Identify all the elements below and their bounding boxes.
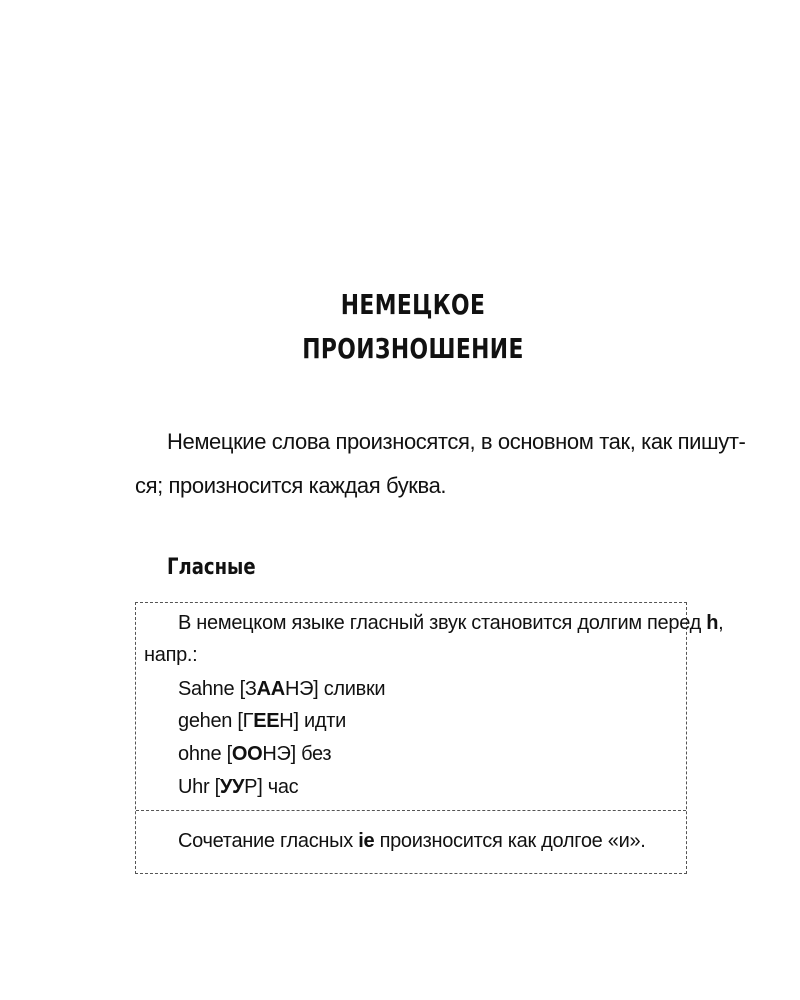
example-transcription-stress: АА [256,678,285,700]
example-bracket-open: [ [214,776,220,798]
example-bracket-close: ] [257,776,263,798]
rule-ie-after: произносится как долгое «и». [379,830,646,852]
rule-long-vowel-comma: , [718,612,724,634]
rule-ie [178,825,646,857]
example-bracket-open: [ [226,743,232,765]
example-word: Uhr [178,776,210,798]
example-bracket-open: [ [237,710,243,732]
title-line-2: ПРОИЗНОШЕНИЕ [302,332,524,365]
vowel-rules-box [135,602,724,874]
intro-line-1: Немецкие слова произносятся, в основном так, как пишут- [167,429,746,454]
example-meaning: час [267,776,299,798]
example-row [178,673,385,705]
example-word: ohne [178,743,222,765]
intro-paragraph [135,420,746,508]
example-transcription-stress: ЕЕ [253,710,280,732]
example-bracket-close: ] [313,678,319,700]
example-transcription-post: Р [244,776,258,798]
page-title [91,283,735,371]
example-meaning: без [301,743,332,765]
rule-long-vowel-continuation: напр.: [144,644,198,666]
rule-long-vowel-line-1 [178,607,724,639]
example-bracket-close: ] [290,743,296,765]
rule-ie-combo: ie [358,830,375,852]
example-transcription-stress: ОО [231,743,263,765]
example-bracket-open: [ [239,678,245,700]
rule-long-vowel-text: В немецком языке гласный звук становится долгим перед [178,612,701,634]
title-line-1: НЕМЕЦКОЕ [340,288,486,321]
example-transcription-pre: З [244,678,257,700]
example-row [178,705,346,737]
example-meaning: идти [303,710,346,732]
example-transcription-post: Н [279,710,294,732]
example-transcription-pre: Г [242,710,254,732]
rule-long-vowel [136,603,724,811]
example-meaning: сливки [323,678,386,700]
example-transcription-post: НЭ [284,678,314,700]
example-word: gehen [178,710,233,732]
example-row [178,738,331,770]
example-row [178,771,298,803]
example-transcription-stress: УУ [219,776,245,798]
example-word: Sahne [178,678,235,700]
section-heading-vowels: Гласные [167,555,256,580]
example-bracket-close: ] [293,710,299,732]
example-transcription-post: НЭ [262,743,291,765]
intro-line-2: ся; произносится каждая буква. [135,473,447,498]
rule-ie-before: Сочетание гласных [178,830,353,852]
rule-long-vowel-letter: h [706,612,719,634]
